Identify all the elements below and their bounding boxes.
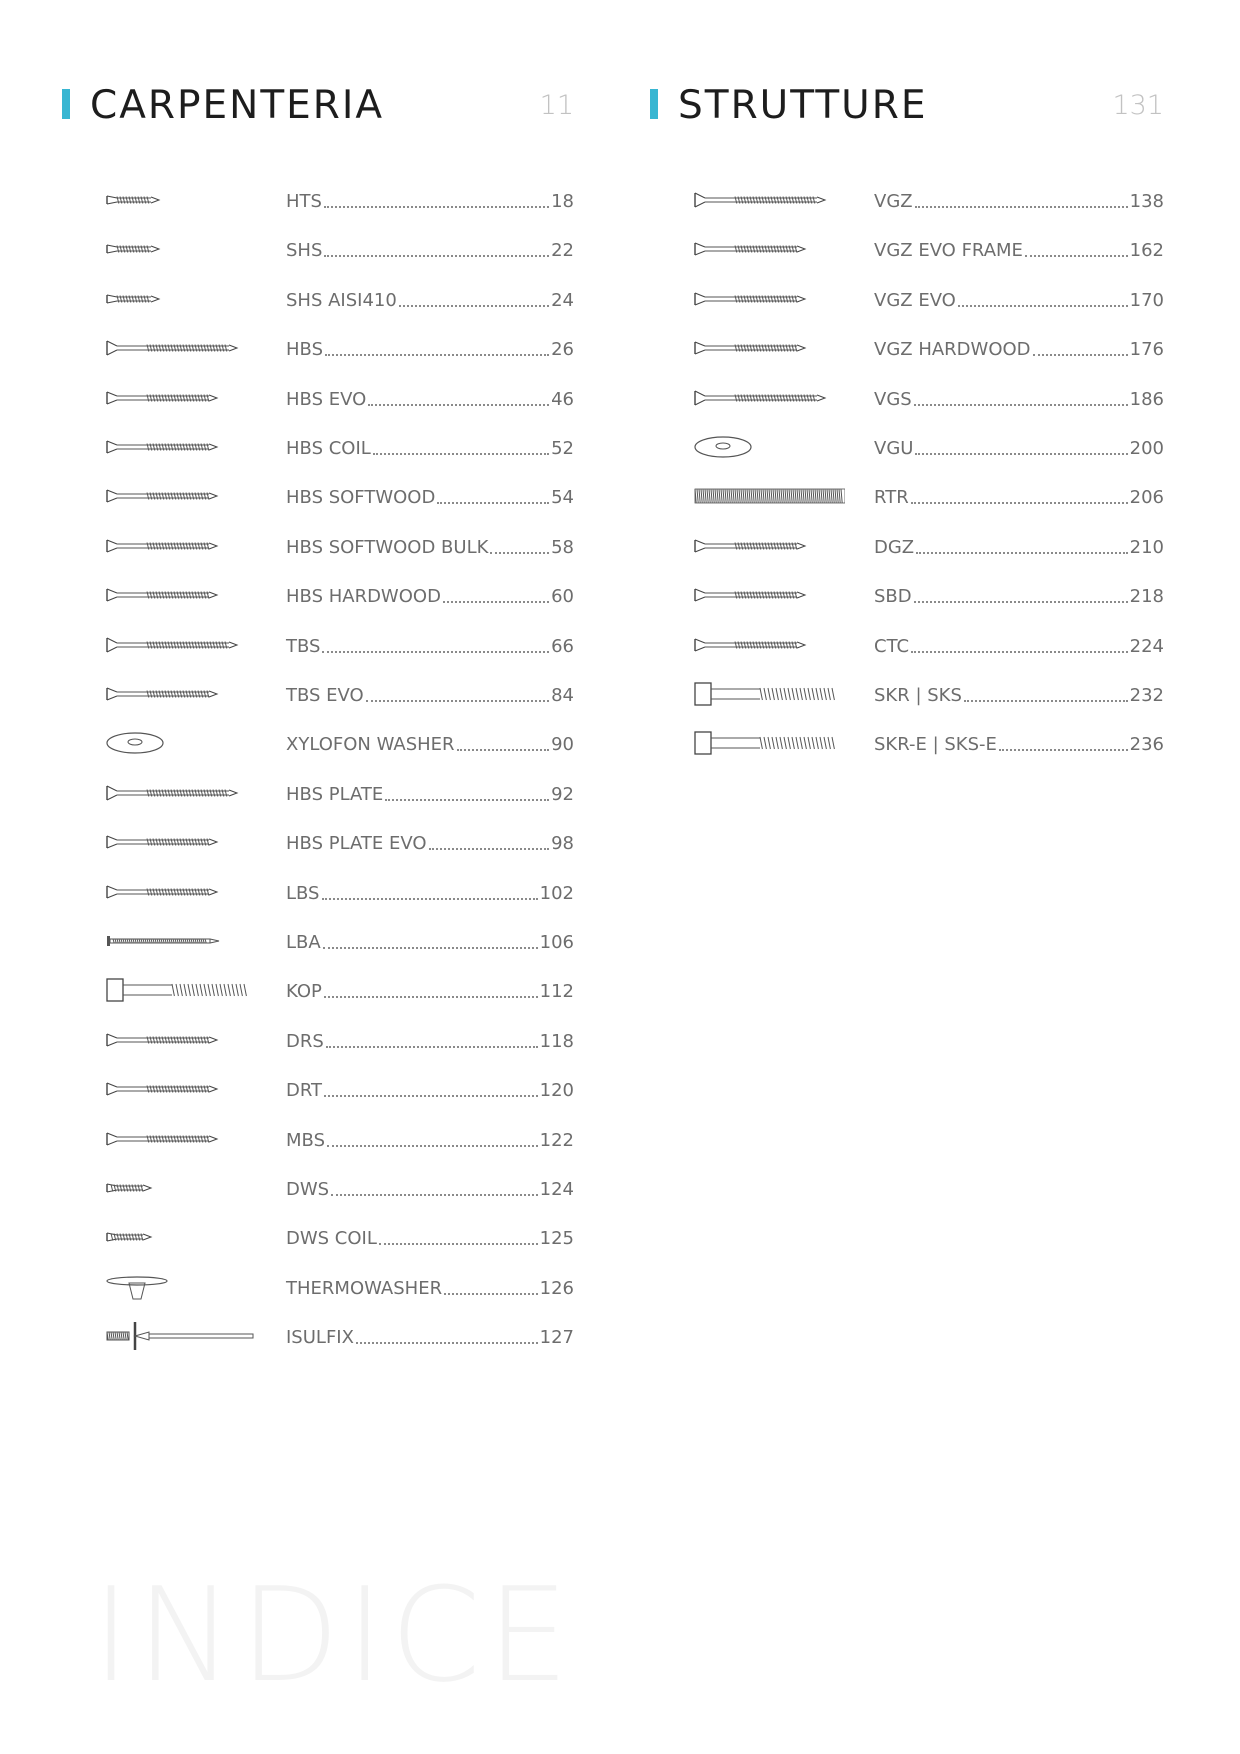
entry-line xyxy=(286,1221,574,1251)
screw-long-icon xyxy=(87,777,257,809)
dot-leader xyxy=(1025,254,1128,257)
entry-line xyxy=(874,283,1164,313)
entry-line xyxy=(286,283,574,313)
dot-leader xyxy=(914,403,1128,406)
dot-leader xyxy=(958,304,1128,307)
list-item[interactable] xyxy=(650,378,1164,427)
dot-leader xyxy=(322,650,549,653)
entry-name: VGZ xyxy=(874,191,913,212)
entry-line xyxy=(286,1123,574,1153)
entry-name: SKR-E | SKS-E xyxy=(874,734,997,756)
entry-page: 126 xyxy=(539,1277,574,1299)
dot-leader xyxy=(324,995,538,998)
entry-line xyxy=(874,530,1164,560)
washer-icon xyxy=(675,431,845,463)
list-item[interactable] xyxy=(62,180,574,229)
list-item[interactable] xyxy=(62,625,574,674)
list-item[interactable] xyxy=(62,921,574,970)
entry-name: HBS PLATE xyxy=(286,783,384,805)
section-header xyxy=(62,80,574,132)
screw-medium-icon xyxy=(675,233,845,265)
entry-page: 66 xyxy=(551,635,574,657)
lag-screw-icon xyxy=(675,678,845,710)
lag-screw-icon xyxy=(675,727,845,759)
dot-leader xyxy=(444,1292,538,1295)
entry-page: 18 xyxy=(551,191,574,212)
entry-page: 60 xyxy=(551,586,574,608)
list-item[interactable] xyxy=(650,279,1164,328)
dot-leader xyxy=(490,551,549,554)
dot-leader xyxy=(1033,353,1128,356)
entry-page: 22 xyxy=(551,240,574,262)
list-item[interactable] xyxy=(62,1020,574,1069)
entry-name: HBS PLATE EVO xyxy=(286,833,427,855)
screw-long-icon xyxy=(87,629,257,661)
entry-page: 124 xyxy=(539,1179,574,1200)
entry-name: HBS COIL xyxy=(286,438,371,459)
list-item[interactable] xyxy=(650,625,1164,674)
entry-page: 200 xyxy=(1129,438,1164,459)
dot-leader xyxy=(911,501,1128,504)
list-item[interactable] xyxy=(650,575,1164,624)
dot-leader xyxy=(437,501,549,504)
entry-name: DWS COIL xyxy=(286,1228,377,1250)
dot-leader xyxy=(326,1045,538,1048)
entry-name: HBS EVO xyxy=(286,388,367,410)
dot-leader xyxy=(324,254,549,257)
dot-leader xyxy=(964,699,1128,702)
entry-page: 125 xyxy=(539,1228,574,1250)
entry-line xyxy=(874,382,1164,412)
list-item[interactable] xyxy=(62,575,574,624)
entry-page: 58 xyxy=(551,536,574,558)
list-item[interactable] xyxy=(650,723,1164,772)
list-item[interactable] xyxy=(650,328,1164,377)
entry-name: MBS xyxy=(286,1129,325,1151)
entry-line xyxy=(874,233,1164,263)
entry-name: KOP xyxy=(286,981,322,1003)
list-item[interactable] xyxy=(650,427,1164,476)
entry-line xyxy=(874,184,1164,214)
entry-name: DGZ xyxy=(874,536,915,558)
entry-page: 118 xyxy=(539,1030,574,1052)
entry-line xyxy=(286,332,574,362)
entry-line xyxy=(286,1024,574,1054)
list-item[interactable] xyxy=(62,674,574,723)
entry-line xyxy=(874,480,1164,510)
list-item[interactable] xyxy=(62,476,574,525)
entry-page: 102 xyxy=(539,882,574,904)
entry-page: 186 xyxy=(1129,388,1164,410)
dot-leader xyxy=(443,600,549,603)
entry-page: 46 xyxy=(551,388,574,410)
entry-page: 176 xyxy=(1129,339,1164,361)
entry-page: 232 xyxy=(1129,685,1164,706)
list-item[interactable] xyxy=(62,328,574,377)
entry-name: VGU xyxy=(874,438,914,459)
entry-page: 218 xyxy=(1129,586,1164,608)
screw-medium-icon xyxy=(87,382,257,414)
entry-line xyxy=(286,974,574,1004)
screw-small-icon xyxy=(87,233,257,265)
screw-medium-icon xyxy=(675,530,845,562)
entry-page: 127 xyxy=(539,1327,574,1349)
entry-line xyxy=(286,382,574,412)
dot-leader xyxy=(327,1144,538,1147)
entry-line xyxy=(874,332,1164,362)
list-item[interactable] xyxy=(62,822,574,871)
entry-line xyxy=(286,530,574,560)
entry-page: 54 xyxy=(551,487,574,509)
section-start-page: 131 xyxy=(1112,90,1164,121)
dot-leader xyxy=(325,353,549,356)
dot-leader xyxy=(916,551,1128,554)
entry-name: DWS xyxy=(286,1179,330,1200)
entry-page: 90 xyxy=(551,734,574,756)
entry-page: 138 xyxy=(1129,191,1164,212)
threaded-rod-icon xyxy=(675,480,845,512)
entry-page: 210 xyxy=(1129,536,1164,558)
entry-name: ISULFIX xyxy=(286,1327,354,1349)
screw-medium-icon xyxy=(675,332,845,364)
entry-page: 120 xyxy=(539,1080,574,1102)
list-item[interactable] xyxy=(650,526,1164,575)
entry-name: HBS xyxy=(286,339,323,361)
dot-leader xyxy=(915,452,1127,455)
entry-line xyxy=(286,1320,574,1350)
entry-name: VGZ EVO xyxy=(874,289,956,311)
screw-medium-icon xyxy=(675,629,845,661)
screw-medium-icon xyxy=(87,431,257,463)
section-title: CARPENTERIA xyxy=(90,83,385,128)
entry-line xyxy=(874,629,1164,659)
section-start-page: 11 xyxy=(539,90,574,121)
page-watermark: INDICE xyxy=(92,1559,575,1711)
entry-page: 224 xyxy=(1129,635,1164,657)
dot-leader xyxy=(385,798,549,801)
dot-leader xyxy=(379,1242,538,1245)
entry-page: 24 xyxy=(551,289,574,311)
list-item[interactable] xyxy=(62,1069,574,1118)
entry-name: SHS AISI410 xyxy=(286,289,397,311)
entry-page: 26 xyxy=(551,339,574,361)
entry-page: 236 xyxy=(1129,734,1164,756)
screw-long-icon xyxy=(675,184,845,216)
entry-page: 84 xyxy=(551,685,574,706)
entry-line xyxy=(286,727,574,757)
washer-icon xyxy=(87,727,257,759)
entry-name: LBA xyxy=(286,932,321,953)
list-item[interactable] xyxy=(62,1119,574,1168)
list-item[interactable] xyxy=(62,378,574,427)
dot-leader xyxy=(915,205,1128,208)
entry-page: 112 xyxy=(539,981,574,1003)
dot-leader xyxy=(373,452,549,455)
list-item[interactable] xyxy=(62,723,574,772)
entry-name: TBS EVO xyxy=(286,685,364,706)
entry-line xyxy=(286,629,574,659)
accent-bar xyxy=(650,89,658,119)
entry-name: VGZ HARDWOOD xyxy=(874,339,1031,361)
dot-leader xyxy=(356,1341,538,1344)
accent-bar xyxy=(62,89,70,119)
entry-name: DRT xyxy=(286,1080,323,1102)
nail-icon xyxy=(87,925,257,957)
entry-line xyxy=(874,579,1164,609)
screw-medium-icon xyxy=(675,283,845,315)
entry-line xyxy=(286,184,574,214)
dot-leader xyxy=(399,304,549,307)
entry-name: RTR xyxy=(874,487,909,509)
entry-line xyxy=(286,431,574,461)
list-item[interactable] xyxy=(650,180,1164,229)
entry-line xyxy=(286,233,574,263)
screw-medium-icon xyxy=(87,826,257,858)
entry-page: 92 xyxy=(551,783,574,805)
entry-line xyxy=(286,480,574,510)
screw-small-icon xyxy=(87,283,257,315)
entry-name: HTS xyxy=(286,191,322,212)
entry-name: SKR | SKS xyxy=(874,685,962,706)
screw-medium-icon xyxy=(87,1073,257,1105)
list-item[interactable] xyxy=(62,1267,574,1316)
entry-name: HBS SOFTWOOD BULK xyxy=(286,536,489,558)
screw-medium-icon xyxy=(87,1123,257,1155)
entry-page: 206 xyxy=(1129,487,1164,509)
entry-name: SBD xyxy=(874,586,912,608)
entry-name: XYLOFON WASHER xyxy=(286,734,455,756)
entry-line xyxy=(286,1073,574,1103)
dot-leader xyxy=(911,650,1128,653)
list-item[interactable] xyxy=(62,526,574,575)
list-item[interactable] xyxy=(650,229,1164,278)
entry-line xyxy=(286,1271,574,1301)
entry-name: TBS xyxy=(286,635,321,657)
list-item[interactable] xyxy=(650,674,1164,723)
entry-name: VGZ EVO FRAME xyxy=(874,240,1023,262)
entry-name: LBS xyxy=(286,882,320,904)
dot-leader xyxy=(999,748,1128,751)
entry-name: THERMOWASHER xyxy=(286,1277,443,1299)
dot-leader xyxy=(914,600,1128,603)
screw-medium-icon xyxy=(87,579,257,611)
list-item[interactable] xyxy=(62,773,574,822)
screw-medium-icon xyxy=(87,1024,257,1056)
screw-small-icon xyxy=(87,184,257,216)
dot-leader xyxy=(322,897,538,900)
dot-leader xyxy=(324,205,549,208)
list-item[interactable] xyxy=(62,427,574,476)
dot-leader xyxy=(323,946,538,949)
screw-medium-icon xyxy=(87,480,257,512)
entry-page: 106 xyxy=(539,932,574,953)
section-title: STRUTTURE xyxy=(678,83,928,128)
screw-medium-icon xyxy=(87,530,257,562)
entry-line xyxy=(286,925,574,955)
dot-leader xyxy=(457,748,550,751)
entry-page: 122 xyxy=(539,1129,574,1151)
list-item[interactable] xyxy=(650,476,1164,525)
lag-screw-icon xyxy=(87,974,257,1006)
screw-tiny-icon xyxy=(87,1221,257,1253)
entry-name: CTC xyxy=(874,635,910,657)
entry-line xyxy=(286,777,574,807)
screw-long-icon xyxy=(675,382,845,414)
list-item[interactable] xyxy=(62,1168,574,1217)
entry-line xyxy=(874,431,1164,461)
list-item[interactable] xyxy=(62,229,574,278)
dot-leader xyxy=(331,1193,538,1196)
insulation-anchor-icon xyxy=(87,1320,257,1352)
dot-leader xyxy=(324,1094,538,1097)
entry-name: HBS SOFTWOOD xyxy=(286,487,436,509)
screw-medium-icon xyxy=(675,579,845,611)
entry-line xyxy=(286,678,574,708)
entry-page: 162 xyxy=(1129,240,1164,262)
entry-line xyxy=(286,579,574,609)
screw-long-icon xyxy=(87,332,257,364)
screw-medium-icon xyxy=(87,678,257,710)
entry-name: SHS xyxy=(286,240,323,262)
thermowasher-icon xyxy=(87,1271,257,1303)
entry-line xyxy=(874,678,1164,708)
dot-leader xyxy=(429,847,550,850)
entry-line xyxy=(286,876,574,906)
dot-leader xyxy=(366,699,549,702)
list-item[interactable] xyxy=(62,1217,574,1266)
entry-name: HBS HARDWOOD xyxy=(286,586,441,608)
list-item[interactable] xyxy=(62,970,574,1019)
screw-tiny-icon xyxy=(87,1172,257,1204)
entry-page: 98 xyxy=(551,833,574,855)
entry-line xyxy=(874,727,1164,757)
screw-medium-icon xyxy=(87,876,257,908)
entry-name: VGS xyxy=(874,388,912,410)
entry-page: 52 xyxy=(551,438,574,459)
section-header xyxy=(650,80,1164,132)
entry-line xyxy=(286,826,574,856)
entry-line xyxy=(286,1172,574,1202)
entry-name: DRS xyxy=(286,1030,324,1052)
list-item[interactable] xyxy=(62,1316,574,1365)
entry-page: 170 xyxy=(1129,289,1164,311)
list-item[interactable] xyxy=(62,279,574,328)
dot-leader xyxy=(368,403,549,406)
list-item[interactable] xyxy=(62,872,574,921)
